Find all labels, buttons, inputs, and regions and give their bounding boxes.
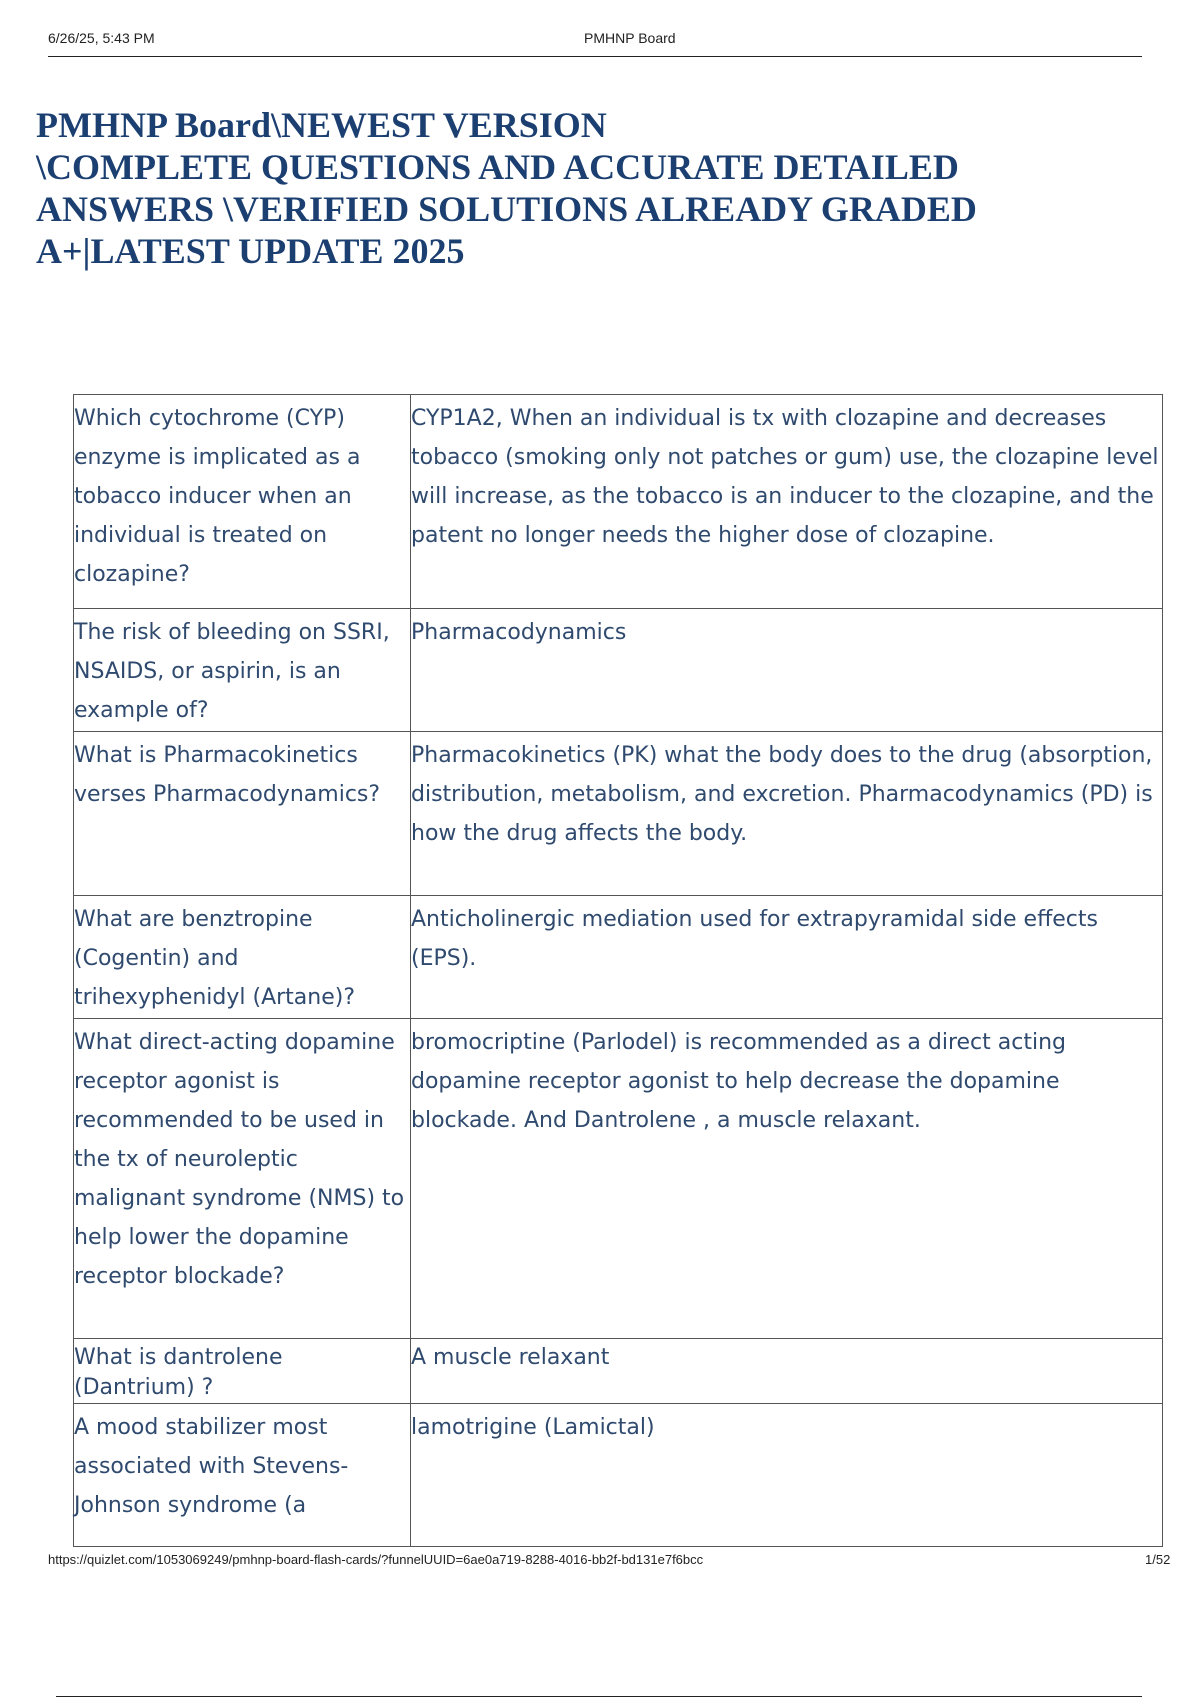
answer-cell: Pharmacokinetics (PK) what the body does to the drug (absorption, distribution, metabolism, and excretion. Pharmacodynamics (PD) is how the drug affects the body.: [411, 732, 1163, 896]
table-row: [74, 896, 1163, 1019]
header-title: PMHNP Board: [584, 30, 676, 46]
question-cell: The risk of bleeding on SSRI, NSAIDS, or aspirin, is an example of?: [74, 609, 411, 732]
question-cell: What is Pharmacokinetics verses Pharmacodynamics?: [74, 732, 411, 896]
table-row: [74, 1404, 1163, 1547]
flashcard-table: [73, 394, 1163, 1547]
answer-cell: lamotrigine (Lamictal): [411, 1404, 1163, 1547]
question-cell: What is dantrolene (Dantrium) ?: [74, 1339, 411, 1404]
table-row: [74, 732, 1163, 896]
answer-cell: CYP1A2, When an individual is tx with clozapine and decreases tobacco (smoking only not patches or gum) use, the clozapine level will increase, as the tobacco is an inducer to the clozapine, and the patent no longer needs the higher dose of clozapine.: [411, 395, 1163, 609]
answer-cell: Anticholinergic mediation used for extrapyramidal side effects (EPS).: [411, 896, 1163, 1019]
bottom-divider: [56, 1696, 1142, 1697]
document-title: PMHNP Board\NEWEST VERSION \COMPLETE QUESTIONS AND ACCURATE DETAILED ANSWERS \VERIFIED SOLUTIONS ALREADY GRADED A+|LATEST UPDATE 2025: [36, 105, 977, 271]
table-row: [74, 395, 1163, 609]
answer-cell: bromocriptine (Parlodel) is recommended as a direct acting dopamine receptor agonist to help decrease the dopamine blockade. And Dantrolene , a muscle relaxant.: [411, 1019, 1163, 1339]
page-header: [48, 28, 1142, 57]
question-cell: Which cytochrome (CYP) enzyme is implicated as a tobacco inducer when an individual is treated on clozapine?: [74, 395, 411, 609]
answer-cell: A muscle relaxant: [411, 1339, 1163, 1404]
question-cell: A mood stabilizer most associated with Stevens-Johnson syndrome (a: [74, 1404, 411, 1547]
answer-cell: Pharmacodynamics: [411, 609, 1163, 732]
table-row: [74, 1339, 1163, 1404]
page-number: 1/52: [1145, 1552, 1171, 1567]
table-row: [74, 609, 1163, 732]
question-cell: What are benztropine (Cogentin) and trihexyphenidyl (Artane)?: [74, 896, 411, 1019]
print-date: 6/26/25, 5:43 PM: [48, 30, 155, 46]
table-row: [74, 1019, 1163, 1339]
footer-url: https://quizlet.com/1053069249/pmhnp-board-flash-cards/?funnelUUID=6ae0a719-8288-4016-bb2f-bd131e7f6bcc: [48, 1552, 704, 1567]
question-cell: What direct-acting dopamine receptor agonist is recommended to be used in the tx of neuroleptic malignant syndrome (NMS) to help lower the dopamine receptor blockade?: [74, 1019, 411, 1339]
